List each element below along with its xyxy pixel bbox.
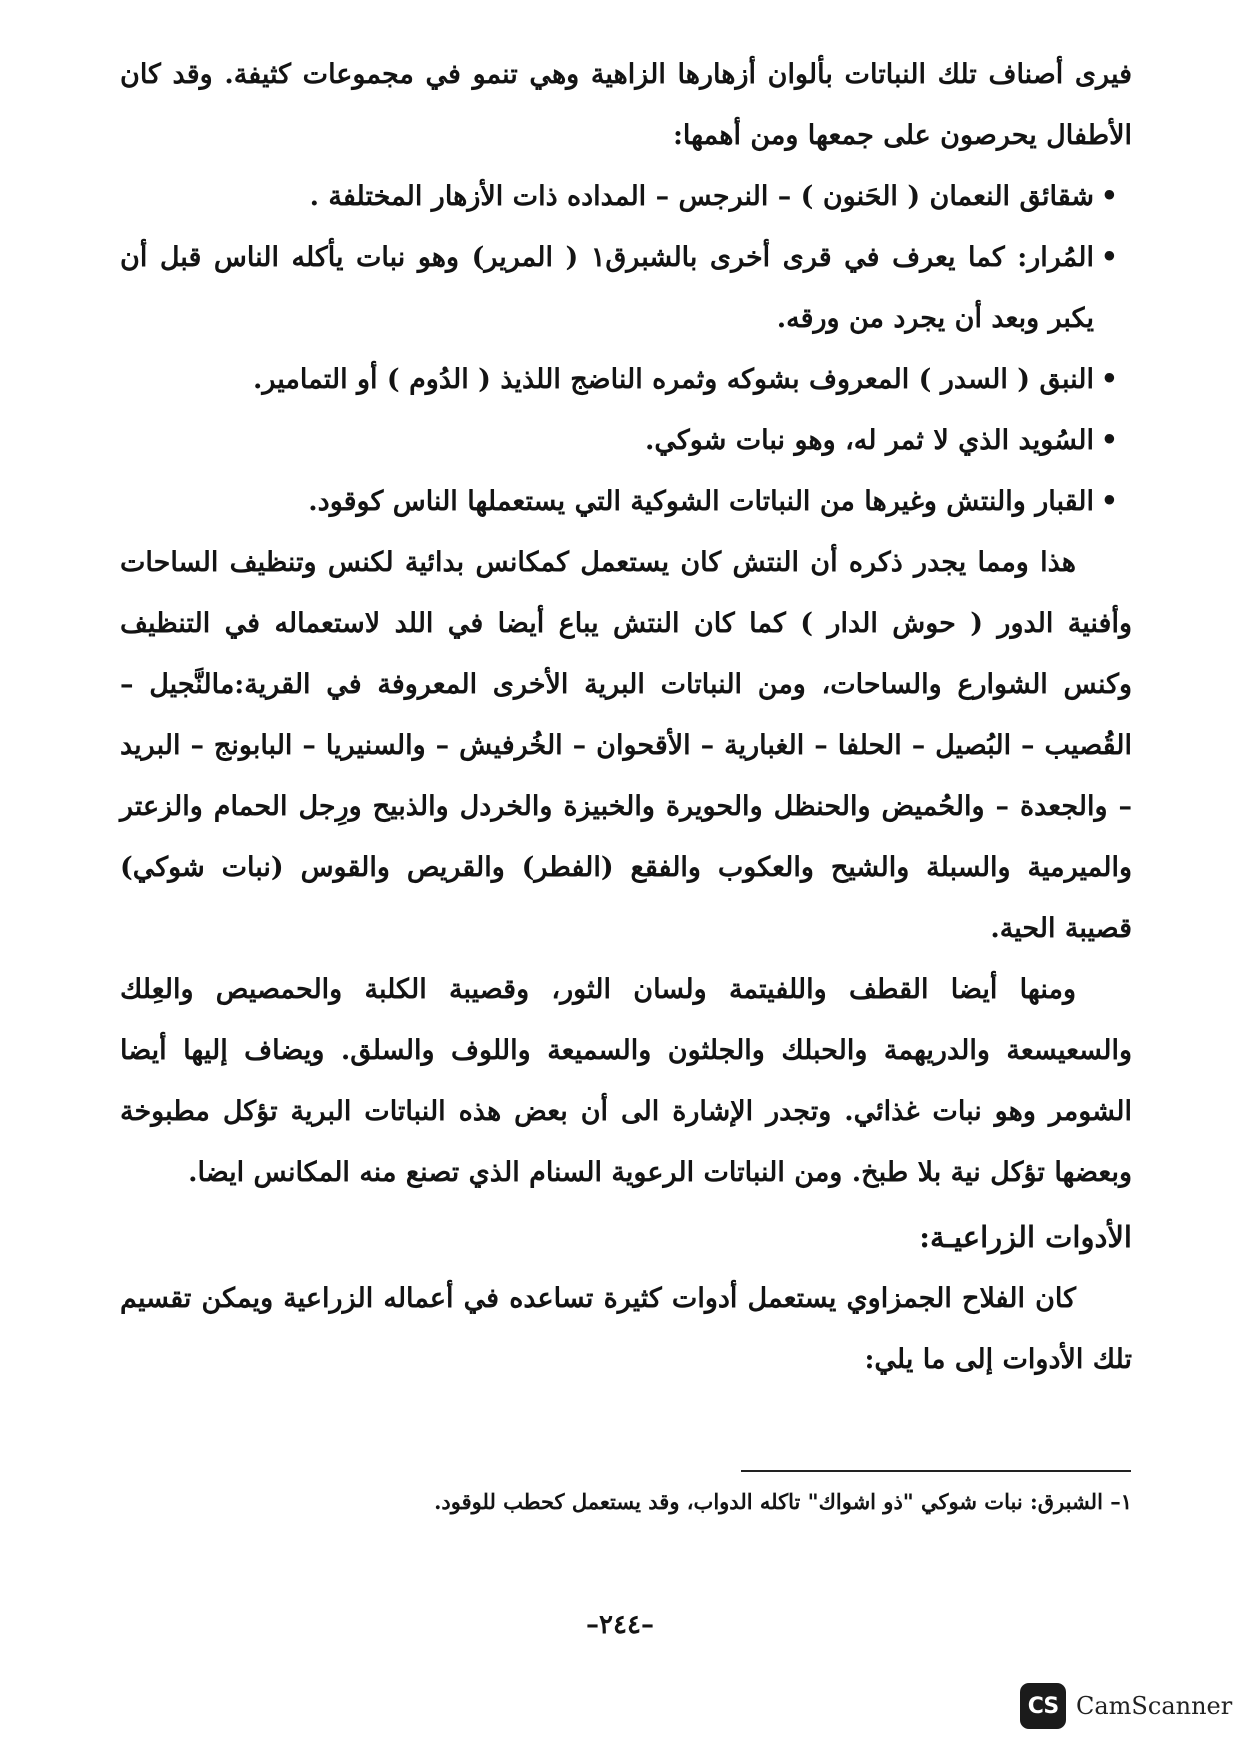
- list-item: [120, 227, 1118, 349]
- camscanner-logo-icon: CS: [1020, 1683, 1066, 1729]
- list-item-text: القبار والنتش وغيرها من النباتات الشوكية التي يستعملها الناس كوقود.: [308, 486, 1094, 517]
- list-item: [120, 410, 1118, 471]
- list-item-text: شقائق النعمان ( الحَنون ) – النرجس – المداده ذات الأزهار المختلفة .: [309, 181, 1094, 212]
- intro-paragraph: فيرى أصناف تلك النباتات بألوان أزهارها الزاهية وهي تنمو في مجموعات كثيفة. وقد كان الأطفال يحرصون على جمعها ومن أهمها:: [120, 59, 1132, 151]
- list-item: [120, 471, 1118, 532]
- footnote-divider: [741, 1470, 1131, 1472]
- page-number: –٢٤٤–: [586, 1610, 654, 1640]
- list-item: [120, 349, 1118, 410]
- camscanner-watermark: [1020, 1683, 1232, 1729]
- bullet-icon: •: [1100, 486, 1118, 517]
- bullet-icon: •: [1100, 181, 1118, 212]
- plant-list: [120, 166, 1132, 532]
- body-paragraph: كان الفلاح الجمزاوي يستعمل أدوات كثيرة تساعده في أعماله الزراعية ويمكن تقسيم تلك الأدوات إلى ما يلي:: [120, 1283, 1132, 1375]
- bullet-icon: •: [1100, 242, 1118, 273]
- list-item-text: السُويد الذي لا ثمر له، وهو نبات شوكي.: [645, 425, 1094, 456]
- footnote: ١– الشبرق: نبات شوكي "ذو اشواك" تاكله الدواب، وقد يستعمل كحطب للوقود.: [434, 1489, 1132, 1514]
- list-item-text: النبق ( السدر ) المعروف بشوكه وثمره الناضج اللذيذ ( الدُوم ) أو التمامير.: [252, 364, 1094, 395]
- bullet-icon: •: [1100, 425, 1118, 456]
- list-item-text: المُرار: كما يعرف في قرى أخرى بالشبرق١ ( المرير) وهو نبات يأكله الناس قبل أن يكبر وبعد أن يجرد من ورقه.: [120, 242, 1094, 334]
- bullet-icon: •: [1100, 364, 1118, 395]
- page-body: [120, 44, 1132, 1390]
- list-item: [120, 166, 1118, 227]
- body-paragraph: ومنها أيضا القطف واللفيتمة ولسان الثور، وقصيبة الكلبة والحمصيص والعِلك والسعيسعة والدريهمة والحبلك والجلثون والسميعة واللوف والسلق. ويضاف إليها أيضا الشومر وهو نبات غذائي. وتجدر الإشارة الى أن بعض هذه النباتات البرية تؤكل مطبوخة وبعضها تؤكل نية بلا طبخ. ومن النباتات الرعوية السنام الذي تصنع منه المكانس ايضا.: [120, 974, 1132, 1188]
- camscanner-label: CamScanner: [1076, 1692, 1233, 1720]
- section-heading: الأدوات الزراعيـة:: [919, 1220, 1132, 1254]
- body-paragraph: هذا ومما يجدر ذكره أن النتش كان يستعمل كمكانس بدائية لكنس وتنظيف الساحات وأفنية الدور ( حوش الدار ) كما كان النتش يباع أيضا في اللد لاستعماله في التنظيف وكنس الشوارع والساحات، ومن النباتات البرية الأخرى المعروفة في القرية:مالنَّجيل – القُصيب – البُصيل – الحلفا – الغبارية – الأقحوان – الخُرفيش – والسنيريا – البابونج – البريد – والجعدة – والحُميض والحنظل والحويرة والخبيزة والخردل والذبيح ورِجل الحمام والزعتر والميرمية والسبلة والشيح والعكوب والفقع (الفطر) والقريص والقوس (نبات شوكي) قصيبة الحية.: [120, 547, 1132, 944]
